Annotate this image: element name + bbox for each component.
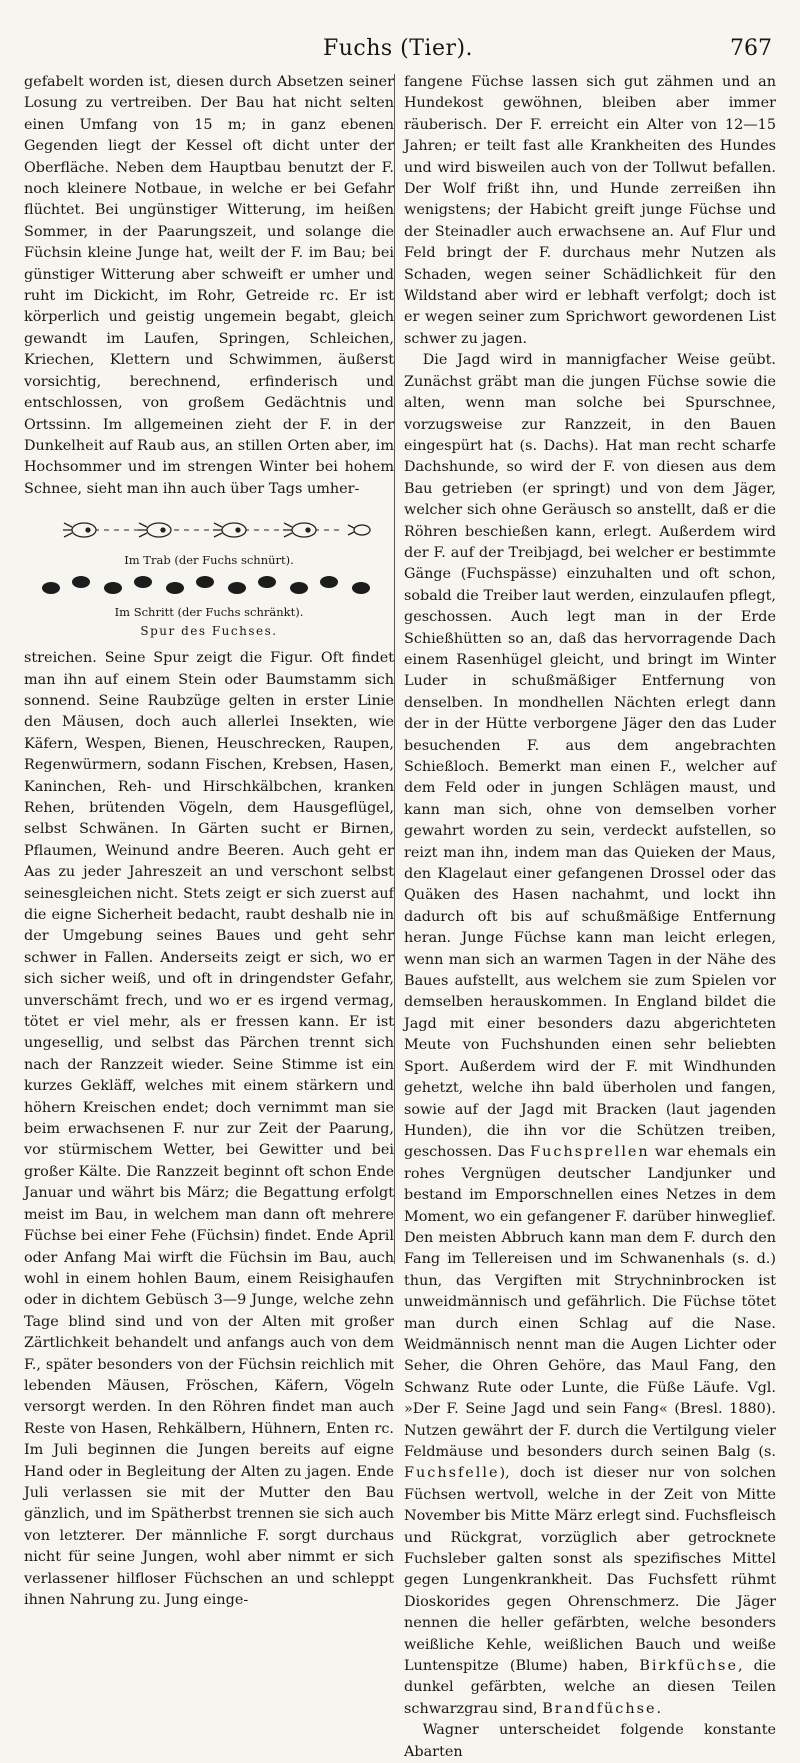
trot-caption: Im Trab (der Fuchs schnürt). [124, 553, 294, 568]
spaced-term-brandfuechse: Brandfüchse [542, 1700, 657, 1717]
walk-caption: Im Schritt (der Fuchs schränkt). [114, 605, 304, 620]
running-header [24, 36, 772, 68]
running-title: Fuchs (Tier). [322, 36, 474, 61]
fox-track-figure [24, 510, 394, 640]
right-paragraph-2 [404, 350, 776, 1720]
spaced-term-fuchsfelle: Fuchsfelle [404, 1465, 500, 1482]
column-divider [394, 74, 395, 1264]
hunting-text-d: , die dunkel gefärbten, welche an diesen Teilen schwarzgrau sind, [404, 1658, 776, 1717]
spaced-term-birkfuechse: Birkfüchse [639, 1658, 738, 1675]
hunting-text-a: Die Jagd wird in mannigfacher Weise geübt. Zunächst gräbt man die jungen Füchse sowie die alten, wenn man solche bei Spurschnee, vorzugsweise zur Ranzzeit, in den Bauen eingespürt hat (s. Dachs). Hat man recht scharfe Dachshunde, so wird der F. von diesen aus dem Bau getrieben (er springt) und von dem Jäger, welcher sich ohne Geräusch so anstellt, daß er die Röhren beschießen kann, erlegt. Außerdem wird der F. auf der Treibjagd, bei welcher er bestimmte Gänge (Fuchspässe) einzuhalten und oft schon, sobald die Treiber laut werden, einzulaufen pflegt, geschossen. Auch legt man in der Erde Schießhütten so an, daß das hervorragende Dach einem Rasenhügel gleicht, und bringt im Winter Luder in schußmäßiger Entfernung von denselben. In mondhellen Nächten erlegt dann der in der Hütte verborgene Jäger den das Luder besuchenden F. aus dem angebrachten Schießloch. Bemerkt man einen F., welcher auf dem Feld oder in jungen Schlägen maust, und kann man sich, ohne von demselben vorher gewahrt worden zu sein, verdeckt aufstellen, so reizt man ihn, indem man das Quieken der Maus, den Klagelaut einer gefangenen Drossel oder das Quäken des Hasen nachahmt, und lockt ihn dadurch oft bis auf schußmäßige Entfernung heran. Junge Füchse kann man leicht erlegen, wenn man sich an warmen Tagen in der Nähe des Baues aufstellt, aus welchem sie zum Spielen vor demselben herauskommen. In England bildet die Jagd mit einer besonders dazu abgerichteten Meute von Fuchshunden einen sehr beliebten Sport. Außerdem wird der F. mit Windhunden gehetzt, welche ihn bald überholen und fangen, sowie auf der Jagd mit Bracken (laut jagenden Hunden), die ihn vor die Schützen treiben, geschossen. Das [404, 352, 776, 1161]
page-number: 767 [730, 36, 772, 61]
figure-title: Spur des Fuchses. [140, 624, 278, 639]
right-paragraph-1: fangene Füchse lassen sich gut zähmen und an Hundekost gewöhnen, bleiben aber immer räuberisch. Der F. erreicht ein Alter von 12—15 Jahren; er teilt fast alle Krankheiten des Hundes und wird bisweilen auch von der Tollwut befallen. Der Wolf frißt ihn, und Hunde zerreißen ihn wenigstens; der Habicht greift junge Füchse und der Steinadler auch erwachsene an. Auf Flur und Feld bringt der F. durchaus mehr Nutzen als Schaden, wegen seiner Schädlichkeit für den Wildstand aber wird er lebhaft verfolgt; doch ist er wegen seiner zum Sprichwort gewordenen List schwer zu jagen. [404, 74, 776, 347]
left-paragraph-2: streichen. Seine Spur zeigt die Figur. Oft findet man ihn auf einem Stein oder Baumstamm sich sonnend. Seine Raubzüge gelten in erster Linie den Mäusen, doch auch allerlei Insekten, wie Käfern, Wespen, Bienen, Heuschrecken, Raupen, Regenwürmern, sodann Fischen, Krebsen, Hasen, Kaninchen, Reh- und Hirschkälbchen, kranken Rehen, brütenden Vögeln, dem Hausgeflügel, selbst Schwänen. In Gärten sucht er Birnen, Pflaumen, Weinund andre Beeren. Auch geht er Aas zu jeder Jahreszeit an und verschont selbst seinesgleichen nicht. Stets zeigt er sich zuerst auf die eigne Sicherheit bedacht, raubt deshalb nie in der Umgebung seines Baues und geht sehr schwer in Fallen. Anderseits zeigt er sich, wo er sich sicher weiß, und oft in dringendster Gefahr, unverschämt frech, und wo er es irgend vermag, tötet er viel mehr, als er fressen kann. Er ist ungesellig, und selbst das Pärchen trennt sich nach der Ranzzeit wieder. Seine Stimme ist ein kurzes Gekläff, welches mit einem stärkern und höhern Kreischen endet; doch vernimmt man sie beim erwachsenen F. nur zur Zeit der Paarung, vor stürmischem Wetter, bei Gewitter und bei großer Kälte. Die Ranzzeit beginnt oft schon Ende Januar und währt bis März; die Begattung erfolgt meist im Bau, in welchem man dann oft mehrere Füchse bei einer Fehe (Füchsin) findet. Ende April oder Anfang Mai wirft die Füchsin im Bau, auch wohl in einem hohlen Baum, einem Reisighaufen oder in dichtem Gebüsch 3—9 Junge, welche zehn Tage blind sind und von der Alten mit großer Zärtlichkeit behandelt und anfangs auch von dem F., später besonders von der Füchsin reichlich mit lebenden Mäusen, Fröschen, Käfern, Vögeln versorgt werden. In den Röhren findet man auch Reste von Hasen, Rehkälbern, Hühnern, Enten rc. Im Juli beginnen die Jungen bereits auf eigne Hand oder in Begleitung der Alten zu jagen. Ende Juli verlassen sie mit der Mutter den Bau gänzlich, und im Spätherbst trennen sie sich auch von letzterer. Der männliche F. sorgt durchaus nicht für seine Jungen, wohl aber nimmt er sich verlassener hilfloser Füchschen an und schleppt ihnen Nahrung zu. Jung einge- [24, 650, 394, 1608]
right-column [404, 72, 776, 1763]
right-paragraph-3: Wagner unterscheidet folgende konstante Abarten [404, 1722, 776, 1760]
trot-track-illustration [44, 510, 374, 550]
hunting-text-b: war ehemals ein rohes Vergnügen deutscher Landjunker und bestand im Emporschnellen eines Netzes in dem Moment, wo ein gefangener F. darüber hinweglief. Den meisten Abbruch kann man dem F. durch den Fang im Tellereisen und im Schwanenhals (s. d.) thun, das Vergiften mit Strychninbrocken ist unweidmännisch und gefährlich. Die Füchse tötet man durch einen Schlag auf die Nase. Weidmännisch nennt man die Augen Lichter oder Seher, die Ohren Gehöre, das Maul Fang, den Schwanz Rute oder Lunte, die Füße Läufe. Vgl. »Der F. Seine Jagd und sein Fang« (Bresl. 1880). Nutzen gewährt der F. durch die Vertilgung vieler Feldmäuse und besonders durch seinen Balg (s. [404, 1144, 776, 1460]
hunting-text-e: . [656, 1700, 662, 1717]
left-paragraph-1: gefabelt worden ist, diesen durch Absetzen seiner Losung zu vertreiben. Der Bau hat nicht selten einen Umfang von 15 m; in ganz ebenen Gegenden liegt der Kessel oft dicht unter der Oberfläche. Neben dem Hauptbau benutzt der F. noch kleinere Notbaue, in welche er bei Gefahr flüchtet. Bei ungünstiger Witterung, im heißen Sommer, in der Paarungszeit, und solange die Füchsin kleine Junge hat, weilt der F. im Bau; bei günstiger Witterung aber schweift er umher und ruht im Dickicht, im Rohr, Getreide rc. Er ist körperlich und geistig ungemein begabt, gleich gewandt im Laufen, Springen, Schleichen, Kriechen, Klettern und Schwimmen, äußerst vorsichtig, berechnend, erfinderisch und entschlossen, von großem Gedächtnis und Ortssinn. Im allgemeinen zieht der F. in der Dunkelheit auf Raub aus, an stillen Orten aber, im Hochsommer und im strengen Winter bei hohem Schnee, sieht man ihn auch über Tags umher- [24, 74, 394, 497]
hunting-text-c: ), doch ist dieser nur von solchen Füchsen wertvoll, welche in der Zeit von Mitte November bis Mitte März erlegt sind. Fuchsfleisch und Rückgrat, vorzüglich aber getrocknete Fuchsleber galten sonst als spezifisches Mittel gegen Lungenkrankheit. Das Fuchsfett rühmt Dioskorides gegen Ohrenschmerz. Die Jäger nennen die heller gefärbten, welche besonders weißliche Kehle, weißlichen Bauch und weiße Luntenspitze (Blume) haben, [404, 1465, 776, 1675]
walk-track-illustration [39, 570, 379, 602]
spaced-term-fuchsprellen: Fuchsprellen [530, 1144, 650, 1161]
left-column [24, 72, 394, 1611]
